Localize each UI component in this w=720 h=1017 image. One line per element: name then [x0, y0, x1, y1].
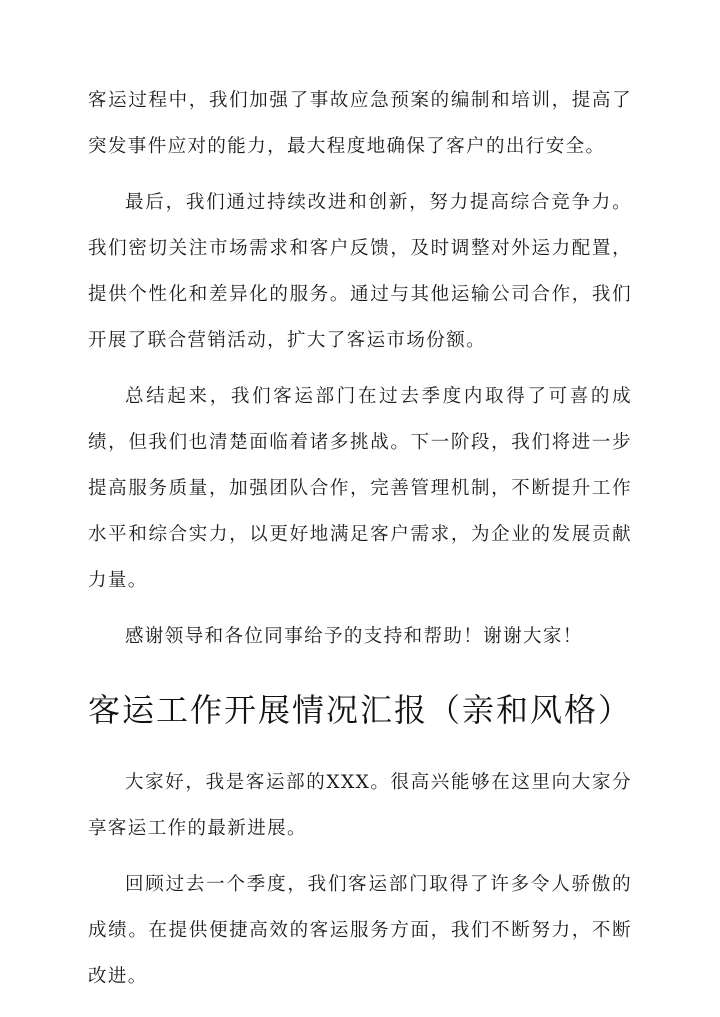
paragraph-continuation: 客运过程中，我们加强了事故应急预案的编制和培训，提高了突发事件应对的能力，最大程度地确保了客户的出行安全。	[88, 90, 632, 157]
paragraph-thanks: 感谢领导和各位同事给予的支持和帮助！谢谢大家！	[125, 626, 583, 647]
paragraph-gap	[88, 170, 632, 180]
paragraph-gap	[88, 604, 632, 614]
paragraph-improvement: 最后，我们通过持续改进和创新，努力提高综合竞争力。我们密切关注市场需求和客户反馈，及时调整对外运力配置，提供个性化和差异化的服务。通过与其他运输公司合作，我们开展了联合营销活动，扩大了客运市场份额。	[88, 192, 632, 351]
paragraph-review: 回顾过去一个季度，我们客运部门取得了许多令人骄傲的成绩。在提供便捷高效的客运服务方面，我们不断努力，不断改进。	[88, 874, 632, 987]
paragraph-greeting: 大家好，我是客运部的XXX。很高兴能够在这里向大家分享客运工作的最新进展。	[88, 772, 632, 839]
paragraph-summary: 总结起来，我们客运部门在过去季度内取得了可喜的成绩，但我们也清楚面临着诸多挑战。下一阶段，我们将进一步提高服务质量，加强团队合作，完善管理机制，不断提升工作水平和综合实力，以更好地满足客户需求，为企业的发展贡献力量。	[88, 386, 632, 591]
paragraph-gap	[88, 852, 632, 862]
section-title: 客运工作开展情况汇报（亲和风格）	[88, 691, 633, 729]
paragraph-gap	[88, 364, 632, 374]
